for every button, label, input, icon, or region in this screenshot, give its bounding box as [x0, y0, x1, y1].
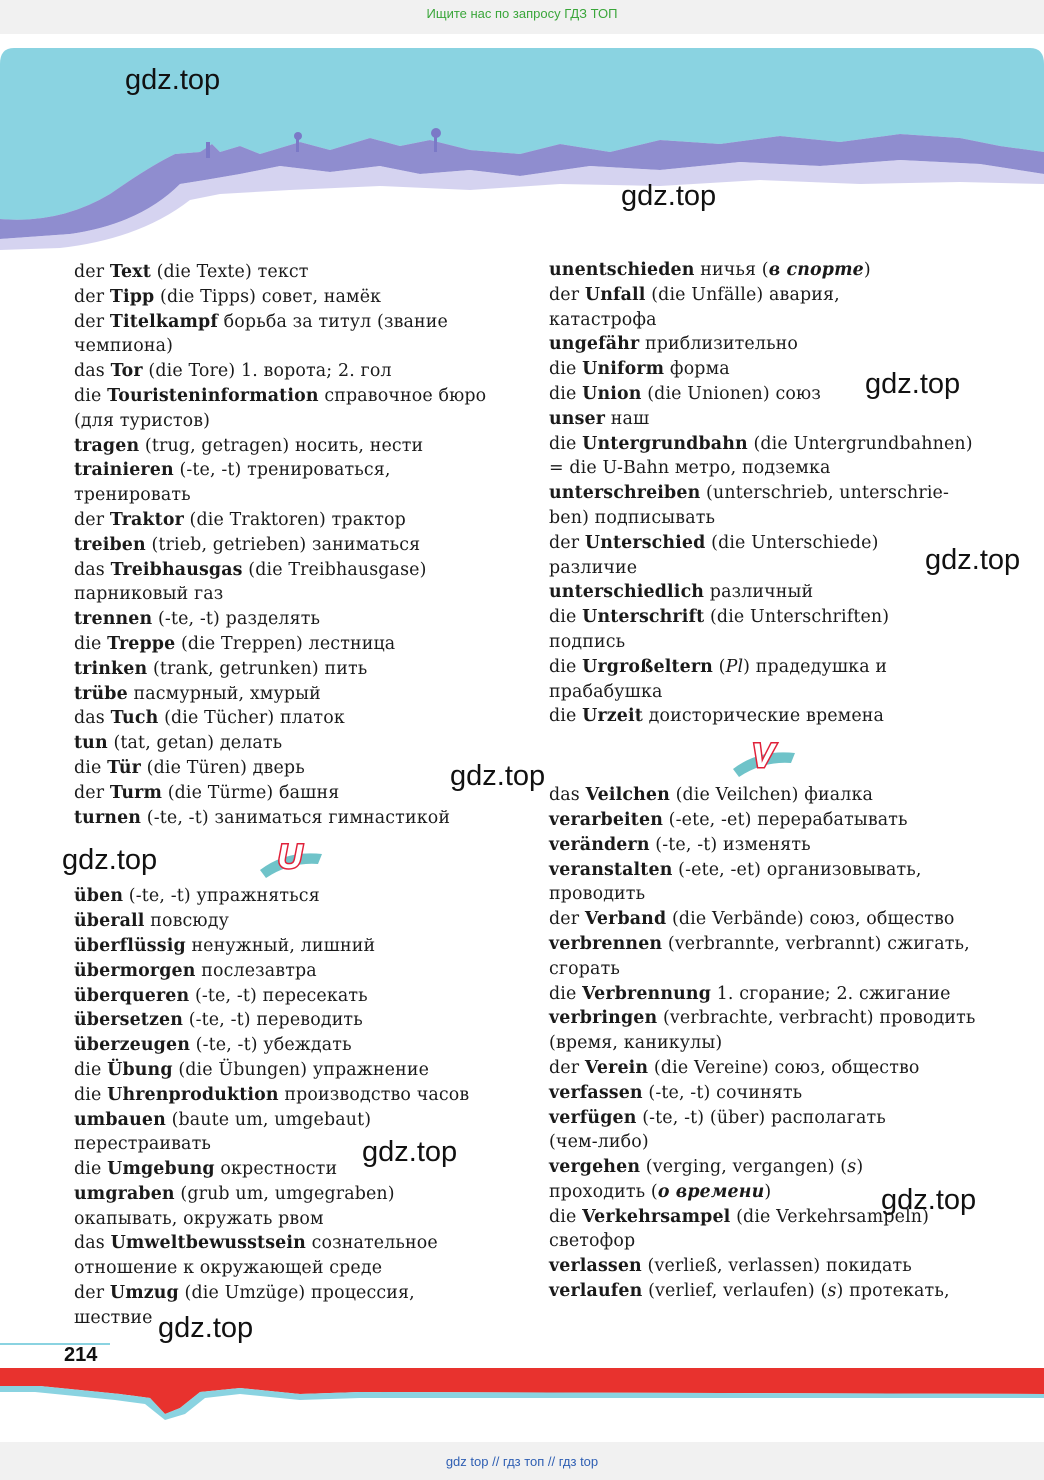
headword: unentschieden [549, 260, 695, 280]
headword: veranstalten [549, 859, 673, 880]
dictionary-entry-line [74, 884, 504, 909]
entry-text: (die Unterschriften) [704, 607, 890, 628]
headword: Umgebung [107, 1159, 215, 1180]
entry-text: (die Treppen) лестница [175, 633, 396, 654]
entry-text: die [549, 656, 583, 677]
entry-text: der [74, 286, 110, 307]
entry-text: der [549, 1057, 585, 1078]
dictionary-entry-line [549, 1081, 979, 1106]
entry-text: сгорать [549, 958, 620, 979]
entry-text: der [74, 262, 110, 282]
entry-text: (-te, -t) заниматься гимнастикой [141, 807, 451, 828]
headword: unser [549, 408, 606, 429]
headword: überqueren [74, 985, 190, 1006]
entry-text: (-ete, -et) организовывать, [672, 859, 922, 880]
entry-text: der [74, 509, 110, 530]
headword: verlaufen [549, 1281, 643, 1302]
headword: verfügen [549, 1107, 637, 1128]
headword: überflüssig [74, 935, 186, 956]
entry-text: ) [764, 1181, 772, 1202]
entry-text: наш [605, 408, 650, 429]
dictionary-entry-line [549, 1279, 979, 1304]
dictionary-column-left [74, 260, 504, 1331]
dictionary-entry-line [74, 508, 504, 533]
dictionary-entry-line [74, 756, 504, 781]
headword: Treppe [107, 633, 176, 654]
entry-text: (чем-либо) [549, 1132, 649, 1153]
entry-text: das [74, 708, 111, 729]
dictionary-entry-line [74, 706, 504, 731]
entry-text: die [549, 359, 583, 380]
entry-text: (die Untergrundbahnen) [747, 433, 973, 454]
headword: verlassen [549, 1256, 642, 1277]
headword: übermorgen [74, 960, 196, 981]
headword: Tor [110, 361, 143, 382]
entry-text: ) [863, 260, 871, 280]
entry-text: ) прадедушка и [743, 656, 888, 677]
dictionary-entry-line [74, 434, 504, 459]
dictionary-entry-line [549, 1031, 979, 1056]
entry-text: (verließ, verlassen) покидать [641, 1256, 912, 1277]
watermark: gdz.top [450, 760, 546, 792]
dictionary-entry-line [74, 260, 504, 285]
headword: Touristeninformation [107, 385, 319, 406]
entry-text: (die Unfälle) авария, [645, 284, 840, 305]
entry-text: die [74, 1059, 108, 1080]
dictionary-entry-line [549, 456, 979, 481]
headword: Umweltbewusstsein [110, 1233, 306, 1254]
dictionary-entry-line [74, 632, 504, 657]
entry-text: (die Verbände) союз, общество [666, 909, 955, 930]
entry-text: (baute um, umgebaut) [165, 1109, 372, 1130]
entry-text: das [74, 1233, 111, 1254]
dictionary-entry-line [74, 1306, 504, 1331]
dictionary-entry-line [549, 357, 979, 382]
entry-text: (die Tore) 1. ворота; 2. гол [142, 361, 392, 382]
section-letter-u: U [277, 838, 303, 877]
entry-text: (-te, -t) (über) располагать [636, 1107, 886, 1128]
headword: Traktor [109, 509, 184, 530]
entry-text: приблизительно [639, 334, 799, 355]
entry-text: (-te, -t) пересекать [189, 985, 368, 1006]
watermark: gdz.top [925, 544, 1021, 576]
dictionary-entry-line [74, 607, 504, 632]
entry-text: (-te, -t) разделять [152, 609, 321, 630]
headword: Union [582, 383, 642, 404]
headword: umgraben [74, 1183, 175, 1204]
entry-text: чемпиона) [74, 336, 174, 357]
entry-text: окапывать, окружать рвом [74, 1208, 324, 1229]
headword: Unterschied [584, 532, 706, 553]
entry-text: ( [712, 656, 726, 677]
dictionary-entry-line [549, 655, 979, 680]
entry-text: (verging, vergangen) ( [640, 1157, 848, 1178]
dictionary-entry-line [549, 1205, 979, 1230]
headword: Tipp [109, 286, 155, 307]
dictionary-entry-line [74, 1281, 504, 1306]
dictionary-entry-line [74, 359, 504, 384]
dictionary-entry-line [74, 483, 504, 508]
entry-text: послезавтра [195, 960, 317, 981]
dictionary-entry-line [74, 1207, 504, 1232]
entry-text: die [549, 1206, 583, 1227]
entry-text: die [74, 1084, 108, 1105]
headword: tun [74, 733, 108, 754]
entry-text: das [74, 361, 111, 382]
dictionary-entry-line [74, 1132, 504, 1157]
entry-text: der [549, 909, 585, 930]
headword: Text [109, 262, 151, 282]
entry-text: (tat, getan) делать [107, 733, 283, 754]
headword: verarbeiten [549, 809, 663, 830]
headword: Übung [107, 1059, 173, 1080]
entry-text: (-te, -t) тренироваться, [173, 460, 391, 481]
dictionary-entry-line [549, 932, 979, 957]
entry-text: der [549, 532, 585, 553]
dictionary-entry-line [549, 680, 979, 705]
entry-text: тренировать [74, 485, 191, 506]
headword: ungefähr [549, 334, 640, 355]
headword: unterschreiben [549, 483, 701, 504]
entry-text: борьба за титул (звание [218, 311, 448, 332]
headword: treiben [74, 534, 146, 555]
dictionary-entry-line [549, 1229, 979, 1254]
dictionary-entry-line [74, 1231, 504, 1256]
dictionary-entry-line [549, 506, 979, 531]
headword: vergehen [549, 1157, 641, 1178]
headword: Uniform [582, 359, 665, 380]
dictionary-entry-line [74, 558, 504, 583]
entry-text: (-te, -t) переводить [183, 1010, 363, 1031]
dictionary-entry-line [74, 409, 504, 434]
dictionary-entry-line [549, 1106, 979, 1131]
headword: Untergrundbahn [582, 433, 748, 454]
dictionary-entry-line [549, 258, 979, 283]
entry-text: (die Tipps) совет, намёк [154, 286, 382, 307]
headword: üben [74, 886, 124, 907]
watermark: gdz.top [865, 368, 961, 400]
dictionary-entry-line [549, 481, 979, 506]
dictionary-entry-line [549, 332, 979, 357]
entry-text: s [827, 1281, 837, 1302]
dictionary-entry-line [549, 1155, 979, 1180]
dictionary-entry-line [74, 1182, 504, 1207]
headword: verbrennen [549, 933, 663, 954]
entry-text: (-te, -t) упражняться [123, 886, 320, 907]
watermark: gdz.top [362, 1136, 458, 1168]
dictionary-entry-line [74, 458, 504, 483]
entry-text: (verbrannte, verbrannt) сжигать, [662, 933, 970, 954]
section-divider [549, 729, 979, 783]
dictionary-entry-line [74, 582, 504, 607]
dictionary-entry-line [74, 1058, 504, 1083]
entry-text: (время, каникулы) [549, 1033, 723, 1054]
dictionary-entry-line [549, 882, 979, 907]
entry-text: (die Übungen) упражнение [172, 1059, 430, 1080]
entry-text: форма [664, 359, 730, 380]
dictionary-entry-line [74, 1256, 504, 1281]
entry-text: доисторические времена [642, 706, 885, 727]
dictionary-entry-line [549, 382, 979, 407]
dictionary-entry-line [74, 1108, 504, 1133]
entry-text: (trug, getragen) носить, нести [139, 435, 424, 456]
entry-text: (die Umzüge) процессия, [178, 1283, 415, 1304]
entry-text: das [549, 785, 586, 806]
entry-text: der [74, 782, 110, 803]
headword: umbauen [74, 1109, 166, 1130]
entry-text: (-te, -t) убеждать [189, 1035, 352, 1056]
dictionary-entry-line [74, 1008, 504, 1033]
headword: verbringen [549, 1008, 658, 1029]
entry-text: (die Tücher) платок [158, 708, 345, 729]
entry-text: (trieb, getrieben) заниматься [145, 534, 421, 555]
entry-text: проводить [549, 884, 646, 905]
dictionary-entry-line [549, 907, 979, 932]
entry-text: (trank, getrunken) пить [147, 658, 368, 679]
entry-text: das [74, 559, 111, 580]
dictionary-entry-line [74, 533, 504, 558]
entry-text: ) протекать, [836, 1281, 950, 1302]
section-letter-v: V [751, 737, 775, 776]
entry-text: = die U-Bahn метро, подземка [549, 458, 831, 479]
top-note: Ищите нас по запросу ГДЗ ТОП [426, 6, 618, 21]
dictionary-entry-line [549, 407, 979, 432]
headword: turnen [74, 807, 142, 828]
headword: überzeugen [74, 1035, 190, 1056]
headword: übersetzen [74, 1010, 184, 1031]
entry-text: die [74, 633, 108, 654]
entry-text: повсюду [144, 911, 229, 932]
dictionary-entry-line [74, 959, 504, 984]
dictionary-entry-line [74, 310, 504, 335]
headword: trübe [74, 683, 128, 704]
headword: Unfall [584, 284, 646, 305]
entry-text: (die Türen) дверь [140, 757, 305, 778]
entry-text: ненужный, лишний [185, 935, 376, 956]
bottom-note: gdz top // гдз топ // гдз top [445, 1454, 599, 1469]
entry-text: (для туристов) [74, 410, 211, 431]
dictionary-entry-line [549, 858, 979, 883]
entry-text: ben) подписывать [549, 507, 716, 528]
entry-text: die [549, 983, 583, 1004]
watermark: gdz.top [621, 180, 717, 212]
entry-text: (die Veilchen) фиалка [669, 785, 873, 806]
dictionary-entry-line [549, 808, 979, 833]
headword: Urzeit [582, 706, 643, 727]
dictionary-entry-line [74, 1157, 504, 1182]
entry-text: die [549, 607, 583, 628]
headword: Turm [109, 782, 163, 803]
entry-text: катастрофа [549, 309, 657, 330]
headword: tragen [74, 435, 140, 456]
dictionary-entry-line [549, 580, 979, 605]
watermark: gdz.top [881, 1184, 977, 1216]
dictionary-entry-line [74, 984, 504, 1009]
entry-text: (-te, -t) сочинять [642, 1082, 803, 1103]
headword: Umzug [109, 1283, 179, 1304]
watermark: gdz.top [158, 1312, 254, 1344]
entry-text: парниковый газ [74, 584, 224, 605]
entry-text: (die Treibhausgase) [242, 559, 427, 580]
entry-text: производство часов [278, 1084, 470, 1105]
watermark: gdz.top [125, 64, 221, 96]
headword: trainieren [74, 460, 174, 481]
dictionary-entry-line [549, 957, 979, 982]
dictionary-entry-line [74, 384, 504, 409]
entry-text: Pl [725, 656, 744, 677]
dictionary-entry-line [549, 308, 979, 333]
entry-text: сознательное [305, 1233, 438, 1254]
entry-text: справочное бюро [318, 385, 487, 406]
entry-text: о времени [657, 1181, 765, 1202]
entry-text: подпись [549, 631, 626, 652]
entry-text: (die Texte) текст [150, 262, 309, 282]
dictionary-entry-line [549, 1006, 979, 1031]
headword: verändern [549, 834, 650, 855]
dictionary-page [0, 34, 1044, 1442]
dictionary-entry-line [74, 682, 504, 707]
dictionary-entry-line [549, 605, 979, 630]
entry-text: (die Unterschiede) [705, 532, 879, 553]
entry-text: (-te, -t) изменять [649, 834, 811, 855]
entry-text: (die Unionen) союз [641, 383, 821, 404]
dictionary-entry-line [74, 781, 504, 806]
dictionary-entry-line [74, 806, 504, 831]
dictionary-column-right [549, 258, 979, 1304]
entry-text: проходить ( [549, 1181, 658, 1202]
headword: Tuch [110, 708, 159, 729]
dictionary-entry-line [74, 731, 504, 756]
dictionary-entry-line [549, 1056, 979, 1081]
entry-text: 1. сгорание; 2. сжигание [711, 983, 951, 1004]
footer-decorative-band [0, 1332, 1044, 1422]
entry-text: (die Verkehrsampeln) [730, 1206, 930, 1227]
section-letter-u-badge [256, 832, 326, 882]
dictionary-entry-line [74, 934, 504, 959]
entry-text: различный [704, 582, 814, 603]
dictionary-entry-line [549, 783, 979, 808]
headword: Tür [107, 757, 141, 778]
headword: verfassen [549, 1082, 643, 1103]
watermark: gdz.top [62, 844, 158, 876]
entry-text: (grub um, umgegraben) [174, 1183, 395, 1204]
entry-text: различие [549, 557, 638, 578]
entry-text: ничья ( [694, 260, 769, 280]
headword: Verkehrsampel [582, 1206, 731, 1227]
entry-text: прабабушка [549, 681, 663, 702]
entry-text: die [74, 1159, 108, 1180]
entry-text: die [549, 383, 583, 404]
headword: trennen [74, 609, 153, 630]
headword: Treibhausgas [110, 559, 243, 580]
headword: Veilchen [585, 785, 670, 806]
entry-text: отношение к окружающей среде [74, 1258, 383, 1279]
entry-text: (die Vereine) союз, общество [648, 1057, 920, 1078]
headword: Titelkampf [109, 311, 218, 332]
dictionary-entry-line [549, 630, 979, 655]
headword: Verband [584, 909, 667, 930]
entry-text: die [549, 706, 583, 727]
dictionary-entry-line [549, 982, 979, 1007]
entry-text: перестраивать [74, 1134, 211, 1155]
headword: Uhrenproduktion [107, 1084, 279, 1105]
dictionary-entry-line [549, 432, 979, 457]
entry-text: der [549, 284, 585, 305]
headword: Verein [584, 1057, 649, 1078]
dictionary-entry-line [74, 334, 504, 359]
headword: trinken [74, 658, 148, 679]
headword: Unterschrift [582, 607, 705, 628]
dictionary-entry-line [549, 704, 979, 729]
entry-text: шествие [74, 1307, 153, 1328]
entry-text: die [74, 385, 108, 406]
dictionary-entry-line [549, 531, 979, 556]
dictionary-entry-line [549, 833, 979, 858]
dictionary-entry-line [74, 1033, 504, 1058]
headword: Verbrennung [582, 983, 712, 1004]
headword: Urgroßeltern [582, 656, 713, 677]
dictionary-entry-line [549, 283, 979, 308]
dictionary-entry-line [549, 556, 979, 581]
dictionary-entry-line [549, 1254, 979, 1279]
entry-text: в спорте [768, 260, 864, 280]
headword: unterschiedlich [549, 582, 705, 603]
entry-text: die [549, 433, 583, 454]
entry-text: пасмурный, хмурый [127, 683, 321, 704]
entry-text: (-ete, -et) перерабатывать [662, 809, 908, 830]
entry-text: (die Traktoren) трактор [183, 509, 406, 530]
entry-text: s [847, 1157, 857, 1178]
page-number: 214 [64, 1344, 98, 1366]
dictionary-entry-line [549, 1130, 979, 1155]
dictionary-entry-line [74, 285, 504, 310]
entry-text: der [74, 1283, 110, 1304]
entry-text: ) [856, 1157, 864, 1178]
entry-text: die [74, 757, 108, 778]
entry-text: (verbrachte, verbracht) проводить [657, 1008, 976, 1029]
entry-text: светофор [549, 1231, 636, 1252]
dictionary-entry-line [74, 657, 504, 682]
entry-text: (die Türme) башня [162, 782, 340, 803]
section-letter-v-badge [729, 731, 799, 781]
entry-text: (verlief, verlaufen) ( [642, 1281, 828, 1302]
section-divider [74, 830, 504, 884]
dictionary-entry-line [74, 909, 504, 934]
entry-text: der [74, 311, 110, 332]
dictionary-entry-line [74, 1083, 504, 1108]
entry-text: (unterschrieb, unterschrie- [700, 483, 950, 504]
dictionary-entry-line [549, 1180, 979, 1205]
entry-text: окрестности [214, 1159, 338, 1180]
headword: überall [74, 911, 145, 932]
